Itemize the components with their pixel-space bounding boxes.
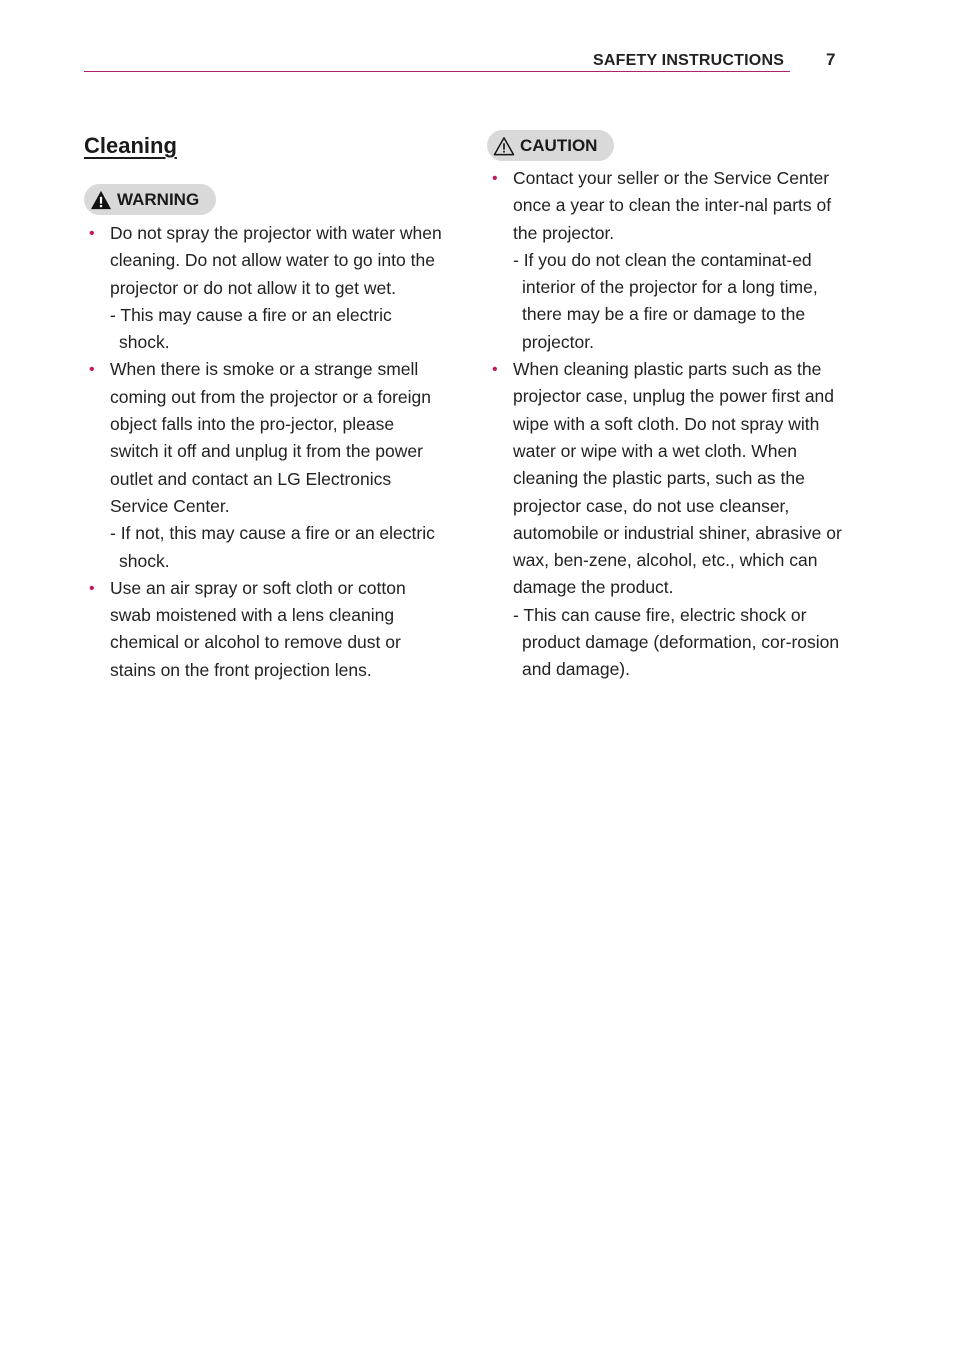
caution-label: CAUTION	[520, 135, 598, 155]
item-text: When cleaning plastic parts such as the projector case, unplug the power first and wipe with a soft cloth. Do not spray with water or wipe with a wet cloth. When cleaning the plastic parts, such as the projector case, do not use cleanser, automobile or industrial shiner, abrasive or wax, ben-zene, alcohol, etc., which can damage the product.	[513, 359, 842, 598]
caution-triangle-outline-icon	[493, 136, 515, 156]
item-text: Contact your seller or the Service Center once a year to clean the inter-nal parts of the projector.	[513, 168, 832, 243]
list-item	[487, 165, 847, 356]
item-subtext: - This can cause fire, electric shock or product damage (deformation, cor-rosion and damage).	[513, 604, 840, 680]
bullet-icon: •	[492, 170, 498, 187]
list-item	[84, 575, 444, 684]
item-text: When there is smoke or a strange smell coming out from the projector or a foreign object falls into the pro-jector, please switch it off and unplug it from the power outlet and contact an LG Electronics Service Center.	[110, 359, 431, 516]
item-subtext: - If not, this may cause a fire or an electric shock.	[110, 523, 435, 571]
list-item	[487, 356, 847, 684]
page-number: 7	[826, 50, 836, 69]
item-subtext: - If you do not clean the contaminat-ed interior of the projector for a long time, there may be a fire or damage to the projector.	[513, 249, 818, 352]
bullet-icon: •	[89, 579, 95, 597]
list-item	[84, 356, 444, 574]
bullet-icon: •	[492, 361, 498, 379]
caution-badge	[487, 130, 614, 161]
item-subtext: - This may cause a fire or an electric shock.	[110, 304, 392, 353]
warning-label: WARNING	[117, 189, 200, 209]
warning-triangle-filled-icon	[90, 190, 112, 210]
header-title: SAFETY INSTRUCTIONS	[593, 52, 785, 69]
warning-list	[84, 220, 444, 684]
header-rule	[84, 71, 790, 72]
bullet-icon: •	[89, 225, 95, 242]
item-text: Use an air spray or soft cloth or cotton swab moistened with a lens cleaning chemical or alcohol to remove dust or stains on the front projection lens.	[110, 577, 406, 680]
warning-badge	[84, 184, 216, 215]
caution-list	[487, 165, 847, 684]
list-item	[84, 220, 444, 356]
section-title: Cleaning	[84, 133, 177, 158]
item-text: Do not spray the projector with water when cleaning. Do not allow water to go into the projector or do not allow it to get wet.	[110, 223, 442, 298]
bullet-icon: •	[89, 361, 95, 379]
